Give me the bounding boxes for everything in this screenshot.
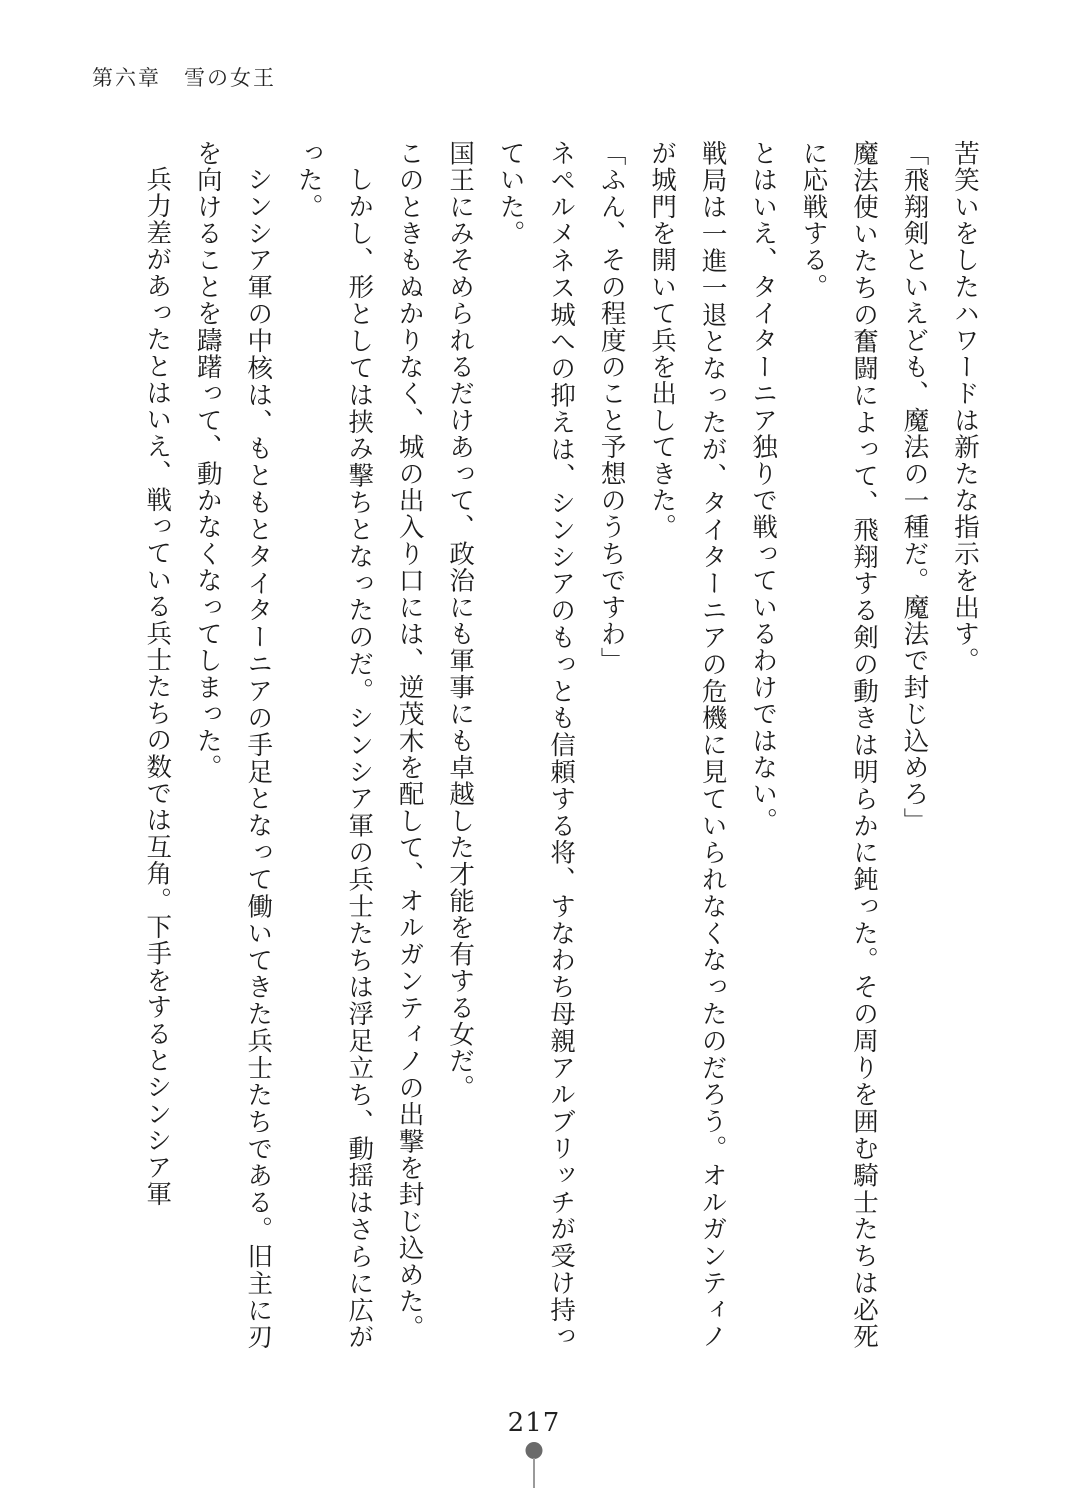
paragraph: 兵力差があったとはいえ、戦っている兵士たちの数では互角。下手をするとシンシア軍 (142, 165, 173, 1207)
paragraph: とはいえ、タイターニア独りで戦っているわけではない。 (748, 140, 779, 835)
paragraph: 苦笑いをしたハワードは新たな指示を出す。 (950, 140, 980, 674)
body-text-column (92, 140, 990, 1350)
paragraph: 「飛翔剣といえども、魔法の一種だ。魔法で封じ込めろ」 (899, 140, 930, 835)
page-number: 217 (507, 1408, 561, 1438)
paragraph: 魔法使いたちの奮闘によって、飛翔する剣の動きは明らかに鈍った。その周りを囲む騎士たちは必死に応戦する。 (798, 140, 880, 1350)
paragraph: 国王にみそめられるだけあって、政治にも軍事にも卓越した才能を有する女だ。 (445, 140, 476, 1102)
paragraph: しかし、形としては挟み撃ちとなったのだ。シンシア軍の兵士たちは浮足立ち、動揺はさらに広がった。 (293, 140, 375, 1350)
pin-dot-ornament-icon (523, 1442, 545, 1488)
paragraph: シンシア軍の中核は、もともとタイターニアの手足となって働いてきた兵士たちである。旧主に刃を向けることを躊躇って、動かなくなってしまった。 (192, 140, 274, 1350)
ornament-stem (533, 1458, 535, 1488)
paragraph: 「ふん、その程度のこと予想のうちですわ」 (596, 140, 627, 674)
ornament-dot (526, 1442, 543, 1459)
paragraph: 戦局は一進一退となったが、タイターニアの危機に見ていられなくなったのだろう。オルガンティノが城門を開いて兵を出してきた。 (647, 140, 728, 1350)
paragraph: このときもぬかりなく、城の出入り口には、逆茂木を配して、オルガンティノの出撃を封じ込めた。 (394, 140, 425, 1342)
running-head-chapter-title: 第六章 雪の女王 (92, 66, 276, 90)
paragraph: ネペルメネス城への抑えは、シンシアのもっとも信頼する将、すなわち母親アルブリッチが受け持っていた。 (495, 140, 577, 1350)
